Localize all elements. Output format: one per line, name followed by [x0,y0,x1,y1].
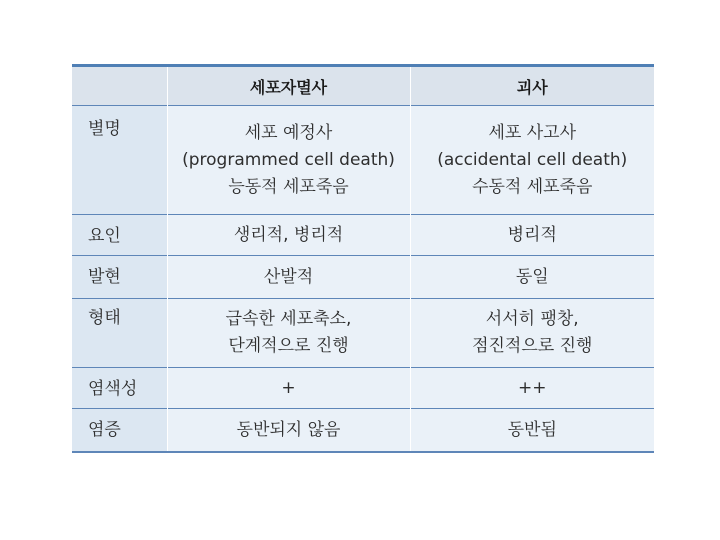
cell-line: 점진적으로 진행 [472,336,593,356]
cell-line: 급속한 세포축소, [225,309,352,329]
row-label-onset: 발현 [72,256,167,299]
cell-necrosis-onset [410,256,654,299]
row-label-staining: 염색성 [72,368,167,409]
row-label-inflammation: 염증 [72,409,167,453]
table-row-morphology [72,299,654,368]
cell-line: 세포 예정사 [244,122,333,143]
cell-line: (programmed cell death) [182,149,395,170]
cell-apoptosis-morphology [167,299,410,368]
cell-necrosis-cause [410,215,654,256]
cell-line: 동반됨 [507,419,557,440]
cell-line: 동일 [515,266,549,287]
cell-line: (accidental cell death) [437,149,628,170]
cell-apoptosis-onset [167,256,410,299]
cell-line: 산발적 [263,266,314,287]
cell-apoptosis-cause [167,215,410,256]
table-row-inflammation [72,409,654,453]
cell-line: 단계적으로 진행 [228,336,349,356]
header-apoptosis: 세포자멸사 [167,66,410,106]
cell-line: 생리적, 병리적 [233,224,344,245]
cell-necrosis-morphology [410,299,654,368]
header-corner-cell [72,66,167,106]
cell-line: 서서히 팽창, [485,309,579,329]
comparison-table-container [72,64,654,453]
cell-necrosis-staining [410,368,654,409]
cell-line: + [281,377,296,398]
table-row-cause [72,215,654,256]
cell-line: 동반되지 않음 [236,419,341,440]
row-label-morphology: 형태 [72,299,167,368]
cell-necrosis-alias [410,106,654,215]
cell-line: ++ [518,377,547,398]
cell-apoptosis-alias [167,106,410,215]
cell-line: 병리적 [507,224,557,245]
row-label-cause: 요인 [72,215,167,256]
header-row [72,66,654,106]
cell-necrosis-inflammation [410,409,654,453]
table-row-onset [72,256,654,299]
apoptosis-necrosis-comparison-table [72,64,654,453]
cell-line: 수동적 세포죽음 [472,176,593,197]
header-necrosis: 괴사 [410,66,654,106]
cell-apoptosis-inflammation [167,409,410,453]
cell-line: 능동적 세포죽음 [228,176,349,197]
row-label-alias: 별명 [72,106,167,215]
cell-line: 세포 사고사 [488,122,576,143]
cell-apoptosis-staining [167,368,410,409]
table-row-staining [72,368,654,409]
table-row-alias [72,106,654,215]
